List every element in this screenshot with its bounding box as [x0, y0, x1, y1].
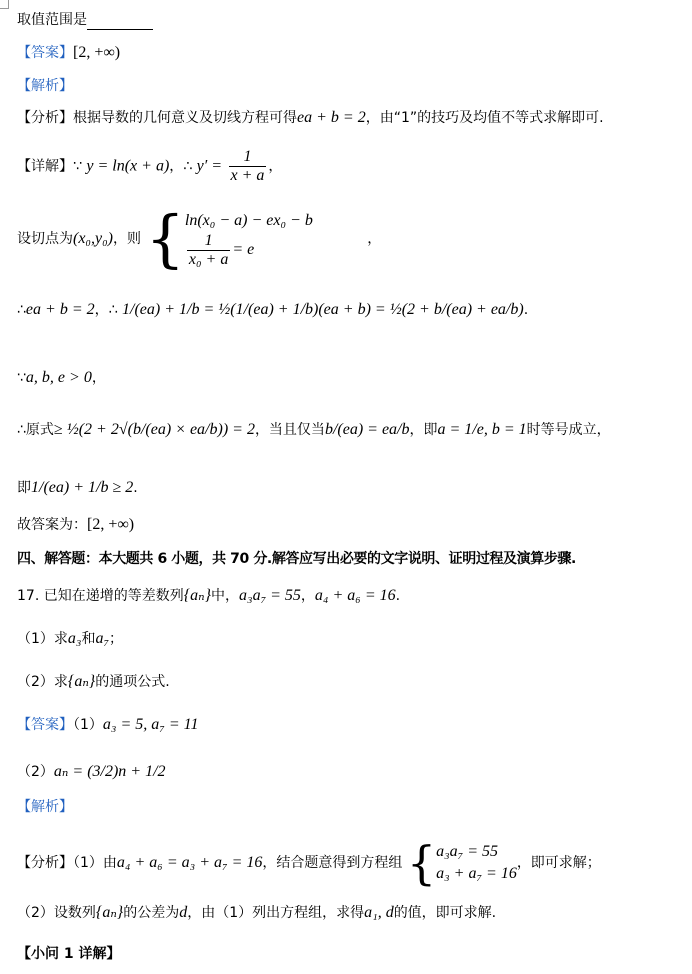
final-text: 故答案为： — [17, 517, 87, 533]
step5-condition: b/(ea) = ea/b — [324, 421, 410, 438]
q17-part1-a3: a₃ — [67, 630, 82, 647]
q17-part2 — [17, 672, 170, 692]
q17-system-brace: { — [406, 836, 437, 890]
fenxi-eq: ea + b = 2 — [297, 109, 366, 126]
step4-end: ， — [91, 370, 106, 386]
step6-end: . — [133, 480, 138, 496]
step2-line — [17, 202, 382, 275]
step3-end: . — [523, 302, 529, 318]
q17-part1 — [17, 629, 123, 649]
step5-prefix: ∴原式 — [17, 422, 54, 438]
q17-cond-2: a₄ + a₆ = 16 — [314, 587, 396, 604]
step2-sys-frac — [187, 232, 230, 269]
step5-values: a = 1/e, b = 1 — [437, 421, 527, 438]
answer-label: 【答案】 — [17, 45, 73, 61]
q17-cond-1: a₃a₇ = 55 — [239, 587, 301, 604]
step2-sys-num: 1 — [187, 232, 230, 251]
step1-eq: y = ln(x + a) — [86, 157, 170, 175]
fenxi-label: 【分析】 — [17, 110, 73, 126]
q17-answer-line — [17, 715, 198, 735]
q17-part1-text: （1）求 — [17, 631, 68, 647]
therefore-symbol: ∴ — [17, 302, 26, 318]
step3-line — [17, 300, 528, 320]
because-symbol-2: ∵ — [17, 370, 26, 386]
analysis-label: 【解析】 — [17, 78, 73, 94]
step1-lhs: y′ = — [196, 157, 223, 175]
q17-fenxi1-b: ，结合题意得到方程组 — [262, 855, 403, 871]
q17-stem-1: 17. 已知在递增的等差数列 — [17, 588, 184, 604]
q17-fenxi2-c: ，由（1）列出方程组，求得 — [187, 905, 365, 921]
q17-part2-end: 的通项公式. — [95, 674, 170, 690]
q17-stem-2: 中， — [211, 588, 239, 604]
q17-stem-3: ， — [300, 588, 315, 604]
step2-sys-row-2 — [185, 232, 313, 269]
q17-part2-text: （2）求 — [17, 674, 68, 690]
step5-text2: ，即 — [409, 422, 438, 438]
step2-point: (x₀,y₀) — [73, 230, 113, 247]
step6-expression: 1/(ea) + 1/b ≥ 2 — [31, 479, 134, 496]
q17-part1-and: 和 — [81, 631, 96, 647]
final-answer-line — [17, 515, 134, 535]
step6-line — [17, 478, 138, 498]
q17-fenxi1-eq: a₄ + a₆ = a₃ + a₇ = 16 — [116, 854, 263, 871]
step5-text3: 时等号成立， — [526, 422, 611, 438]
fenxi-line — [17, 108, 604, 128]
step1-num: 1 — [229, 148, 267, 167]
q17-seq: {aₙ} — [183, 587, 211, 604]
q17-answer-label: 【答案】 — [17, 717, 73, 733]
q17-fenxi2-b: 的公差为 — [123, 905, 180, 921]
q17-stem — [17, 586, 400, 606]
q17-fenxi2-vars: a₁, d — [364, 904, 394, 921]
step3-sep: ，∴ — [94, 302, 118, 318]
q17-fenxi2-a: （2）设数列 — [17, 905, 96, 921]
step2-end: ， — [367, 231, 382, 247]
q17-ans2-num: （2） — [17, 764, 54, 780]
step2-text: 设切点为 — [17, 231, 73, 247]
answer-value: [2, +∞) — [73, 44, 121, 61]
q17-part2-seq: {aₙ} — [67, 673, 96, 690]
step2-sys-rhs: = e — [232, 240, 255, 258]
q17-fenxi2-seq: {aₙ} — [95, 904, 124, 921]
step4-eq: a, b, e > 0 — [25, 369, 92, 386]
step2-system — [185, 210, 313, 269]
step1-line — [17, 148, 282, 185]
step1-fraction — [229, 148, 267, 185]
q17-sys-row-2: a₃ + a₇ = 16 — [436, 865, 517, 882]
q17-system — [436, 841, 517, 885]
fenxi-text-1: 根据导数的几何意义及切线方程可得 — [73, 110, 297, 126]
q17-part1-end: ； — [109, 631, 124, 647]
q17-ans1: a₃ = 5, a₇ = 11 — [102, 716, 199, 733]
q17-fenxi2-line — [17, 903, 496, 923]
step2-sys-row-1: ln(x₀ − a) − ex₀ − b — [184, 211, 313, 229]
step5-line — [17, 420, 611, 440]
step3-eq1: ea + b = 2 — [25, 301, 95, 318]
step2-sys-den: x₀ + a — [188, 250, 229, 268]
step1-den: x + a — [230, 167, 265, 184]
q17-fenxi2-d: d — [179, 904, 188, 921]
intro-text: 取值范围是 — [17, 12, 87, 28]
step5-expression: ≥ ½(2 + 2√(b/(ea) × ea/b)) = 2 — [53, 421, 255, 438]
xiangjie-label: 【详解】 — [17, 158, 73, 175]
step6-prefix: 即 — [17, 480, 31, 496]
because-symbol: ∵ — [73, 158, 82, 175]
q17-part1-a7: a₇ — [95, 630, 110, 647]
answer-blank — [87, 15, 153, 30]
q17-sub-label: 【小问 1 详解】 — [17, 946, 121, 962]
answer-line — [17, 43, 120, 63]
q17-fenxi-label: 【分析】 — [17, 855, 73, 871]
step1-sep: ，∴ — [169, 158, 193, 175]
q17-fenxi1-c: ，即可求解； — [516, 855, 601, 871]
fenxi-text-2: ，由“1”的技巧及均值不等式求解即可. — [365, 110, 604, 126]
q17-sys-row-1: a₃a₇ = 55 — [436, 843, 499, 860]
q17-stem-4: . — [395, 588, 401, 604]
q17-fenxi1-line — [17, 836, 601, 890]
system-brace: { — [145, 202, 185, 275]
step3-expression: 1/(ea) + 1/b = ½(1/(ea) + 1/b)(ea + b) = ½(2 + b/(ea) + ea/b) — [122, 301, 524, 318]
step1-end: ， — [268, 158, 283, 175]
step4-line — [17, 368, 106, 388]
q17-fenxi2-e: 的值，即可求解. — [393, 905, 497, 921]
prev-question-tail — [17, 10, 153, 30]
step5-text: ，当且仅当 — [254, 422, 325, 438]
final-value: [2, +∞) — [87, 516, 135, 533]
q17-ans1-num: （1） — [73, 717, 103, 733]
step2-then: ，则 — [112, 231, 141, 247]
page-corner-mark — [0, 0, 9, 9]
section-heading: 四、解答题：本大题共 6 小题，共 70 分.解答应写出必要的文字说明、证明过程及演算步骤. — [17, 551, 576, 567]
q17-analysis-label: 【解析】 — [17, 799, 73, 815]
q17-answer2-line — [17, 762, 166, 782]
q17-fenxi1-a: （1）由 — [73, 855, 117, 871]
q17-ans2: aₙ = (3/2)n + 1/2 — [53, 763, 166, 780]
